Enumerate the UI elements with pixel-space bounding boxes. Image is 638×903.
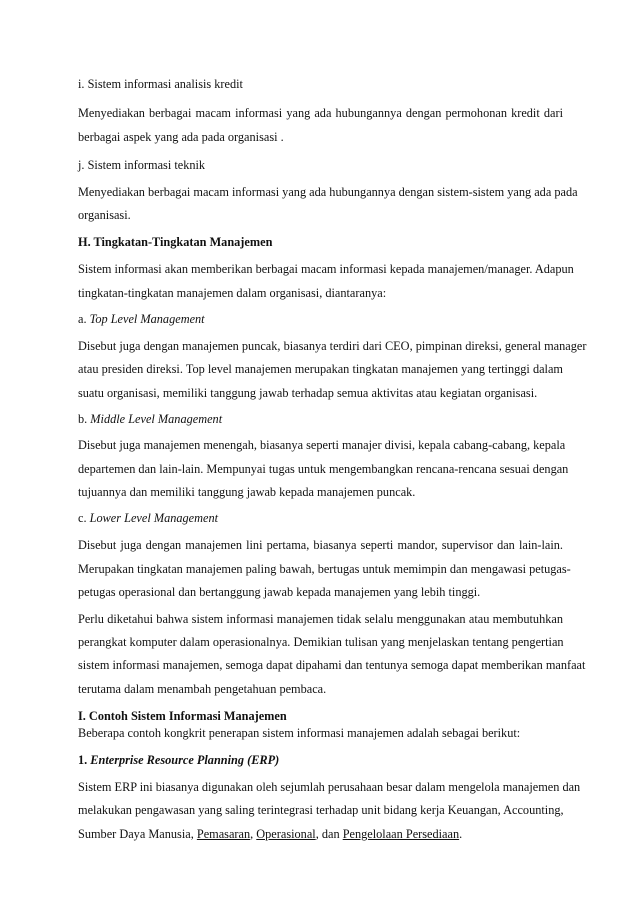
paragraph-line: tujuannya dan memiliki tanggung jawab kepada manajemen puncak. xyxy=(78,485,416,499)
link-operasional[interactable]: Operasional xyxy=(256,827,316,841)
subheading-prefix: c. xyxy=(78,511,90,525)
paragraph-line: berbagai aspek yang ada pada organisasi . xyxy=(78,130,284,144)
link-pemasaran[interactable]: Pemasaran xyxy=(196,827,251,841)
subheading-erp xyxy=(78,752,563,768)
paragraph-line: petugas operasional dan bertanggung jawab kepada manajemen yang lebih tinggi. xyxy=(78,585,481,599)
subheading-prefix: b. xyxy=(78,412,91,426)
subheading-c xyxy=(78,510,563,526)
paragraph-line: suatu organisasi, memiliki tanggung jawab terhadap semua aktivitas atau kegiatan organisasi. xyxy=(78,386,538,400)
paragraph-line: Disebut juga dengan manajemen lini pertama, biasanya seperti mandor, supervisor dan lain-lain. xyxy=(78,538,563,552)
subheading-title: Enterprise Resource Planning (ERP) xyxy=(90,753,280,767)
text-separator: , dan xyxy=(315,827,343,841)
paragraph-line: tingkatan-tingkatan manajemen dalam organisasi, diantaranya: xyxy=(78,286,387,300)
text-separator: , xyxy=(250,827,257,841)
section-heading-i: I. Contoh Sistem Informasi Manajemen xyxy=(78,709,287,723)
subheading-prefix: a. xyxy=(78,312,90,326)
paragraph-line: Sistem informasi akan memberikan berbagai macam informasi kepada manajemen/manager. Adapun xyxy=(78,262,574,276)
paragraph-line-links xyxy=(78,826,563,842)
paragraph-line: Merupakan tingkatan manajemen paling bawah, bertugas untuk memimpin dan mengawasi petugas- xyxy=(78,562,571,576)
paragraph-line: melakukan pengawasan yang saling terintegrasi terhadap unit bidang kerja Keuangan, Accounting, xyxy=(78,803,564,817)
subheading-title: Middle Level Management xyxy=(90,412,223,426)
paragraph-line: perangkat komputer dalam operasionalnya. Demikian tulisan yang menjelaskan tentang pengertian xyxy=(78,635,564,649)
text-lead: Sumber Daya Manusia, xyxy=(78,827,197,841)
paragraph-line: Menyediakan berbagai macam informasi yang ada hubungannya dengan sistem-sistem yang ada pada xyxy=(78,185,578,199)
text-tail: . xyxy=(459,827,463,841)
subheading-i: i. Sistem informasi analisis kredit xyxy=(78,77,243,91)
subheading-j: j. Sistem informasi teknik xyxy=(78,158,206,172)
link-pengelolaan-persediaan[interactable]: Pengelolaan Persediaan xyxy=(342,827,460,841)
paragraph-line: Beberapa contoh kongkrit penerapan sistem informasi manajemen adalah sebagai berikut: xyxy=(78,726,521,740)
paragraph-line: atau presiden direksi. Top level manajemen merupakan tingkatan manajemen yang tertinggi dalam xyxy=(78,362,563,376)
subheading-b xyxy=(78,411,563,427)
subheading-title: Lower Level Management xyxy=(89,511,219,525)
paragraph-line: Sistem ERP ini biasanya digunakan oleh sejumlah perusahaan besar dalam mengelola manajemen dan xyxy=(78,780,581,794)
paragraph-line: Menyediakan berbagai macam informasi yang ada hubungannya dengan permohonan kredit dari xyxy=(78,106,563,120)
paragraph-line: Disebut juga manajemen menengah, biasanya seperti manajer divisi, kepala cabang-cabang, kepala xyxy=(78,438,566,452)
subheading-a xyxy=(78,311,563,327)
paragraph-line: departemen dan lain-lain. Mempunyai tugas untuk mengembangkan rencana-rencana sesuai dengan xyxy=(78,462,569,476)
paragraph-line: organisasi. xyxy=(78,208,131,222)
paragraph-line: Perlu diketahui bahwa sistem informasi manajemen tidak selalu menggunakan atau membutuhkan xyxy=(78,612,563,626)
paragraph-line: sistem informasi manajemen, semoga dapat dipahami dan tentunya semoga dapat memberikan manfaat xyxy=(78,658,586,672)
section-heading-h: H. Tingkatan-Tingkatan Manajemen xyxy=(78,235,273,249)
subheading-title: Top Level Management xyxy=(89,312,205,326)
subheading-prefix: 1. xyxy=(78,753,91,767)
paragraph-line: terutama dalam menambah pengetahuan pembaca. xyxy=(78,682,327,696)
paragraph-line: Disebut juga dengan manajemen puncak, biasanya terdiri dari CEO, pimpinan direksi, general manager xyxy=(78,339,587,353)
